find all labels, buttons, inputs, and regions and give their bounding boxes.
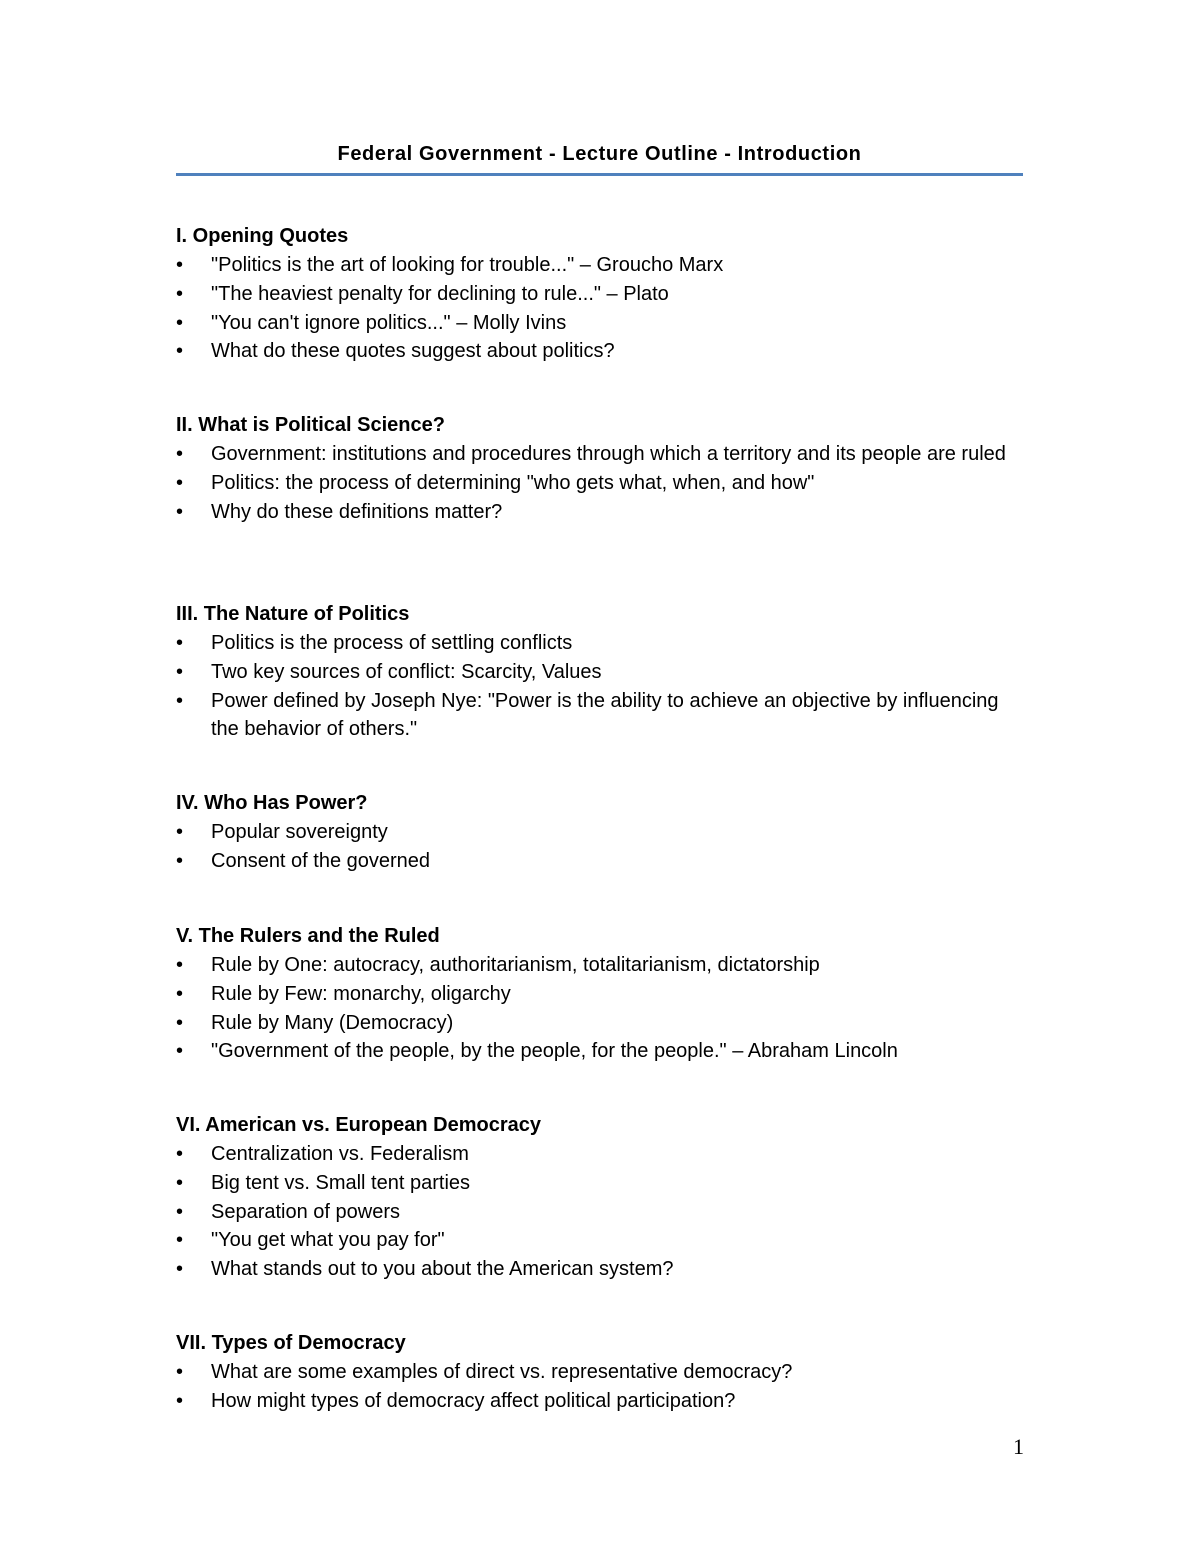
bullet-list <box>176 1140 1026 1284</box>
list-item-text: "You get what you pay for" <box>211 1229 445 1252</box>
section-nature-of-politics <box>176 600 1026 744</box>
list-item <box>176 309 1026 338</box>
section-opening-quotes <box>176 222 1026 366</box>
section-heading: V. The Rulers and the Ruled <box>176 925 440 947</box>
section-heading: II. What is Political Science? <box>176 414 445 436</box>
section-heading: I. Opening Quotes <box>176 225 349 247</box>
list-item-text: How might types of democracy affect political participation? <box>211 1389 736 1412</box>
list-item-text: Separation of powers <box>211 1200 401 1223</box>
section-heading: III. The Nature of Politics <box>176 603 410 625</box>
list-item-text: "The heaviest penalty for declining to rule..." – Plato <box>211 282 669 305</box>
list-item-text: Politics: the process of determining "who gets what, when, and how" <box>211 471 815 494</box>
bullet-icon: • <box>176 821 184 843</box>
bullet-icon: • <box>176 282 184 305</box>
list-item-text: "Politics is the art of looking for trouble..." – Groucho Marx <box>211 254 724 276</box>
list-item-text: Rule by One: autocracy, authoritarianism, totalitarianism, dictatorship <box>211 954 820 976</box>
list-item <box>176 951 1026 980</box>
list-item <box>176 629 1026 658</box>
list-item-text: Government: institutions and procedures through which a territory and its people are ruled <box>211 443 1006 465</box>
section-rulers-and-ruled <box>176 922 1026 1066</box>
bullet-list <box>176 1358 1026 1416</box>
bullet-icon: • <box>176 471 184 494</box>
bullet-icon: • <box>176 689 184 712</box>
list-item <box>176 687 1026 745</box>
bullet-icon: • <box>176 1200 184 1223</box>
bullet-icon: • <box>176 443 184 465</box>
title-divider <box>176 173 1023 176</box>
list-item <box>176 498 1026 527</box>
bullet-icon: • <box>176 849 184 872</box>
list-item <box>176 1140 1026 1169</box>
bullet-icon: • <box>176 1011 184 1034</box>
bullet-list <box>176 818 1026 876</box>
bullet-icon: • <box>176 1143 184 1165</box>
page-number: 1 <box>1013 1434 1024 1459</box>
list-item <box>176 658 1026 687</box>
section-political-science <box>176 411 1026 526</box>
list-item-text: Two key sources of conflict: Scarcity, Values <box>211 660 602 683</box>
bullet-icon: • <box>176 311 184 334</box>
list-item-text: "Government of the people, by the people, for the people." – Abraham Lincoln <box>211 1040 898 1063</box>
list-item <box>176 469 1026 498</box>
list-item-text: Power defined by Joseph Nye: "Power is the ability to achieve an objective by influencing the behavior of others." <box>211 689 999 741</box>
list-item <box>176 818 1026 847</box>
list-item <box>176 1198 1026 1227</box>
bullet-icon: • <box>176 1361 184 1383</box>
list-item-text: What are some examples of direct vs. representative democracy? <box>211 1361 793 1383</box>
list-item <box>176 440 1026 469</box>
bullet-icon: • <box>176 500 184 523</box>
list-item-text: Big tent vs. Small tent parties <box>211 1171 471 1194</box>
section-heading: IV. Who Has Power? <box>176 792 368 814</box>
bullet-list <box>176 440 1026 526</box>
list-item <box>176 280 1026 309</box>
bullet-list <box>176 951 1026 1066</box>
bullet-icon: • <box>176 340 184 363</box>
bullet-icon: • <box>176 660 184 683</box>
section-types-of-democracy <box>176 1329 1026 1416</box>
section-who-has-power <box>176 789 1026 876</box>
document-title: Federal Government - Lecture Outline - Introduction <box>337 143 862 165</box>
list-item <box>176 337 1026 366</box>
list-item <box>176 847 1026 876</box>
list-item <box>176 1255 1026 1284</box>
list-item-text: Politics is the process of settling conflicts <box>211 632 573 654</box>
list-item-text: What do these quotes suggest about politics? <box>211 340 615 363</box>
bullet-icon: • <box>176 1229 184 1252</box>
list-item <box>176 1358 1026 1387</box>
list-item-text: Rule by Many (Democracy) <box>211 1011 454 1034</box>
list-item <box>176 1009 1026 1038</box>
list-item <box>176 1037 1026 1066</box>
bullet-icon: • <box>176 954 184 976</box>
bullet-icon: • <box>176 982 184 1005</box>
list-item-text: Centralization vs. Federalism <box>211 1143 469 1165</box>
bullet-icon: • <box>176 1171 184 1194</box>
section-heading: VII. Types of Democracy <box>176 1332 406 1354</box>
list-item-text: Why do these definitions matter? <box>211 500 503 523</box>
list-item <box>176 251 1026 280</box>
bullet-icon: • <box>176 1258 184 1281</box>
bullet-icon: • <box>176 1040 184 1063</box>
list-item <box>176 980 1026 1009</box>
list-item-text: Consent of the governed <box>211 849 431 872</box>
section-american-vs-european <box>176 1111 1026 1284</box>
list-item <box>176 1387 1026 1416</box>
section-heading: VI. American vs. European Democracy <box>176 1114 541 1136</box>
bullet-icon: • <box>176 254 184 276</box>
bullet-icon: • <box>176 1389 184 1412</box>
list-item <box>176 1169 1026 1198</box>
list-item <box>176 1226 1026 1255</box>
list-item-text: What stands out to you about the American system? <box>211 1258 674 1281</box>
list-item-text: Popular sovereignty <box>211 821 388 843</box>
list-item-text: "You can't ignore politics..." – Molly Ivins <box>211 311 567 334</box>
bullet-list <box>176 629 1026 744</box>
bullet-list <box>176 251 1026 366</box>
list-item-text: Rule by Few: monarchy, oligarchy <box>211 982 511 1005</box>
bullet-icon: • <box>176 632 184 654</box>
